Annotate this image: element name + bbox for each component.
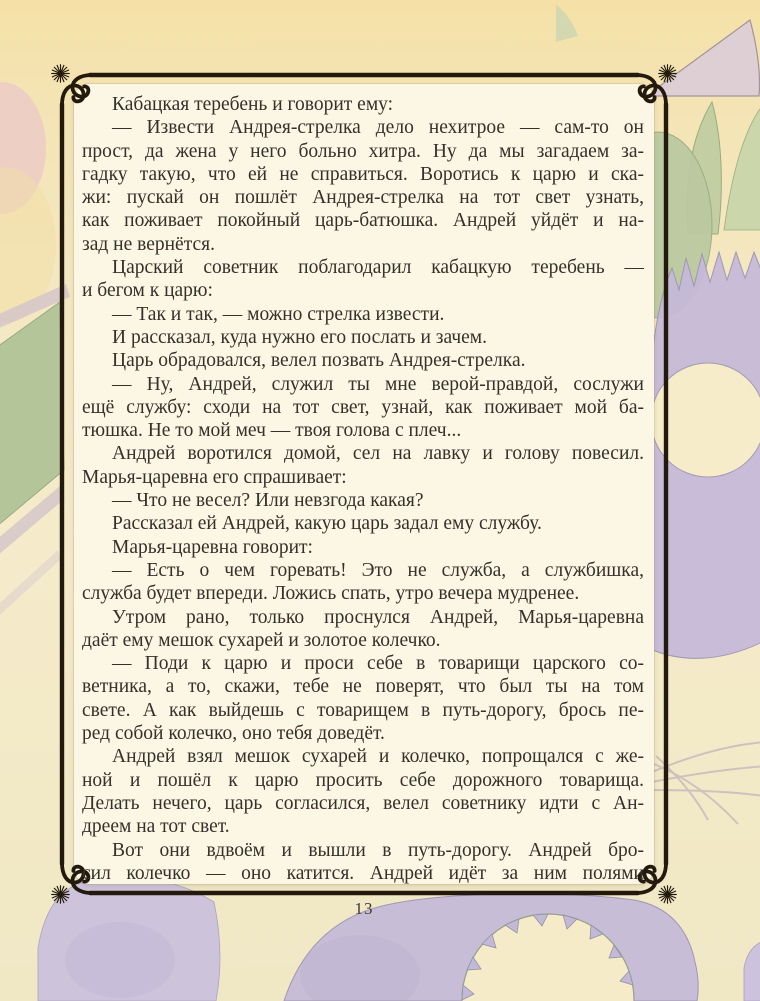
story-line: Марья-царевна его спрашивает: bbox=[82, 466, 347, 488]
story-line: ветника, а то, скажи, тебе не поверят, что был ты на том bbox=[82, 676, 644, 698]
story-line: Марья-царевна говорит: bbox=[112, 536, 313, 558]
story-line: жи: пускай он пошлёт Андрея-стрелка на тот свет узнать, bbox=[82, 187, 644, 209]
story-line: Кабацкая теребень и говорит ему: bbox=[112, 94, 394, 115]
story-line: Рассказал ей Андрей, какую царь задал ему службу. bbox=[112, 513, 542, 535]
story-line: тюшка. Не то мой меч — твоя голова с плеч... bbox=[82, 420, 462, 442]
story-line: Царь обрадовался, велел позвать Андрея-стрелка. bbox=[112, 350, 526, 372]
story-line: — Поди к царю и проси себе в товарищи царского со- bbox=[112, 653, 644, 675]
story-line: Утром рано, только проснулся Андрей, Марья-царевна bbox=[112, 606, 644, 628]
story-line: прост, да жена у него больно хитра. Ну да мы загадаем за- bbox=[82, 140, 644, 162]
story-line: Делать нечего, царь согласился, велел советнику идти с Ан- bbox=[82, 792, 644, 814]
story-line: служба будет впереди. Ложись спать, утро вечера мудренее. bbox=[82, 583, 580, 605]
story-line: дреем на тот свет. bbox=[82, 816, 230, 838]
story-line: ещё службу: сходи на тот свет, узнай, как поживает мой ба- bbox=[82, 396, 644, 418]
story-line: — Что не весел? Или невзгода какая? bbox=[112, 490, 424, 512]
story-line: ной и пошёл к царю просить себе дорожного товарища. bbox=[82, 769, 644, 791]
story-line: Вот они вдвоём и вышли в путь-дорогу. Андрей бро- bbox=[112, 839, 644, 861]
story-line: Царский советник поблагодарил кабацкую теребень — bbox=[112, 257, 644, 279]
story-line: даёт ему мешок сухарей и золотое колечко. bbox=[82, 629, 441, 651]
page-number: 13 bbox=[354, 899, 374, 918]
story-text bbox=[82, 93, 644, 885]
story-line: гадку такую, что ей не справиться. Воротись к царю и ска- bbox=[82, 163, 644, 185]
story-line: как поживает покойный царь-батюшка. Андрей уйдёт и на- bbox=[82, 210, 644, 232]
story-line: ред собой колечко, оно тебя доведёт. bbox=[82, 723, 385, 745]
story-line: — Извести Андрея-стрелка дело нехитрое — сам-то он bbox=[112, 117, 644, 139]
story-line: Андрей взял мешок сухарей и колечко, попрощался с же- bbox=[112, 746, 644, 768]
story-line: сил колечко — оно катится. Андрей идёт за ним полями bbox=[82, 862, 644, 884]
story-line: — Так и так, — можно стрелка извести. bbox=[112, 303, 445, 325]
story-line: зад не вернётся. bbox=[82, 233, 215, 255]
story-line: свете. А как выйдешь с товарищем в путь-дорогу, брось пе- bbox=[82, 699, 644, 721]
story-line: Андрей воротился домой, сел на лавку и голову повесил. bbox=[112, 443, 644, 465]
story-line: — Ну, Андрей, служил ты мне верой-правдой, сослужи bbox=[112, 373, 644, 395]
story-line: и бегом к царю: bbox=[82, 280, 213, 302]
story-line: И рассказал, куда нужно его послать и зачем. bbox=[112, 326, 488, 348]
story-line: — Есть о чем горевать! Это не служба, а службишка, bbox=[112, 559, 644, 581]
